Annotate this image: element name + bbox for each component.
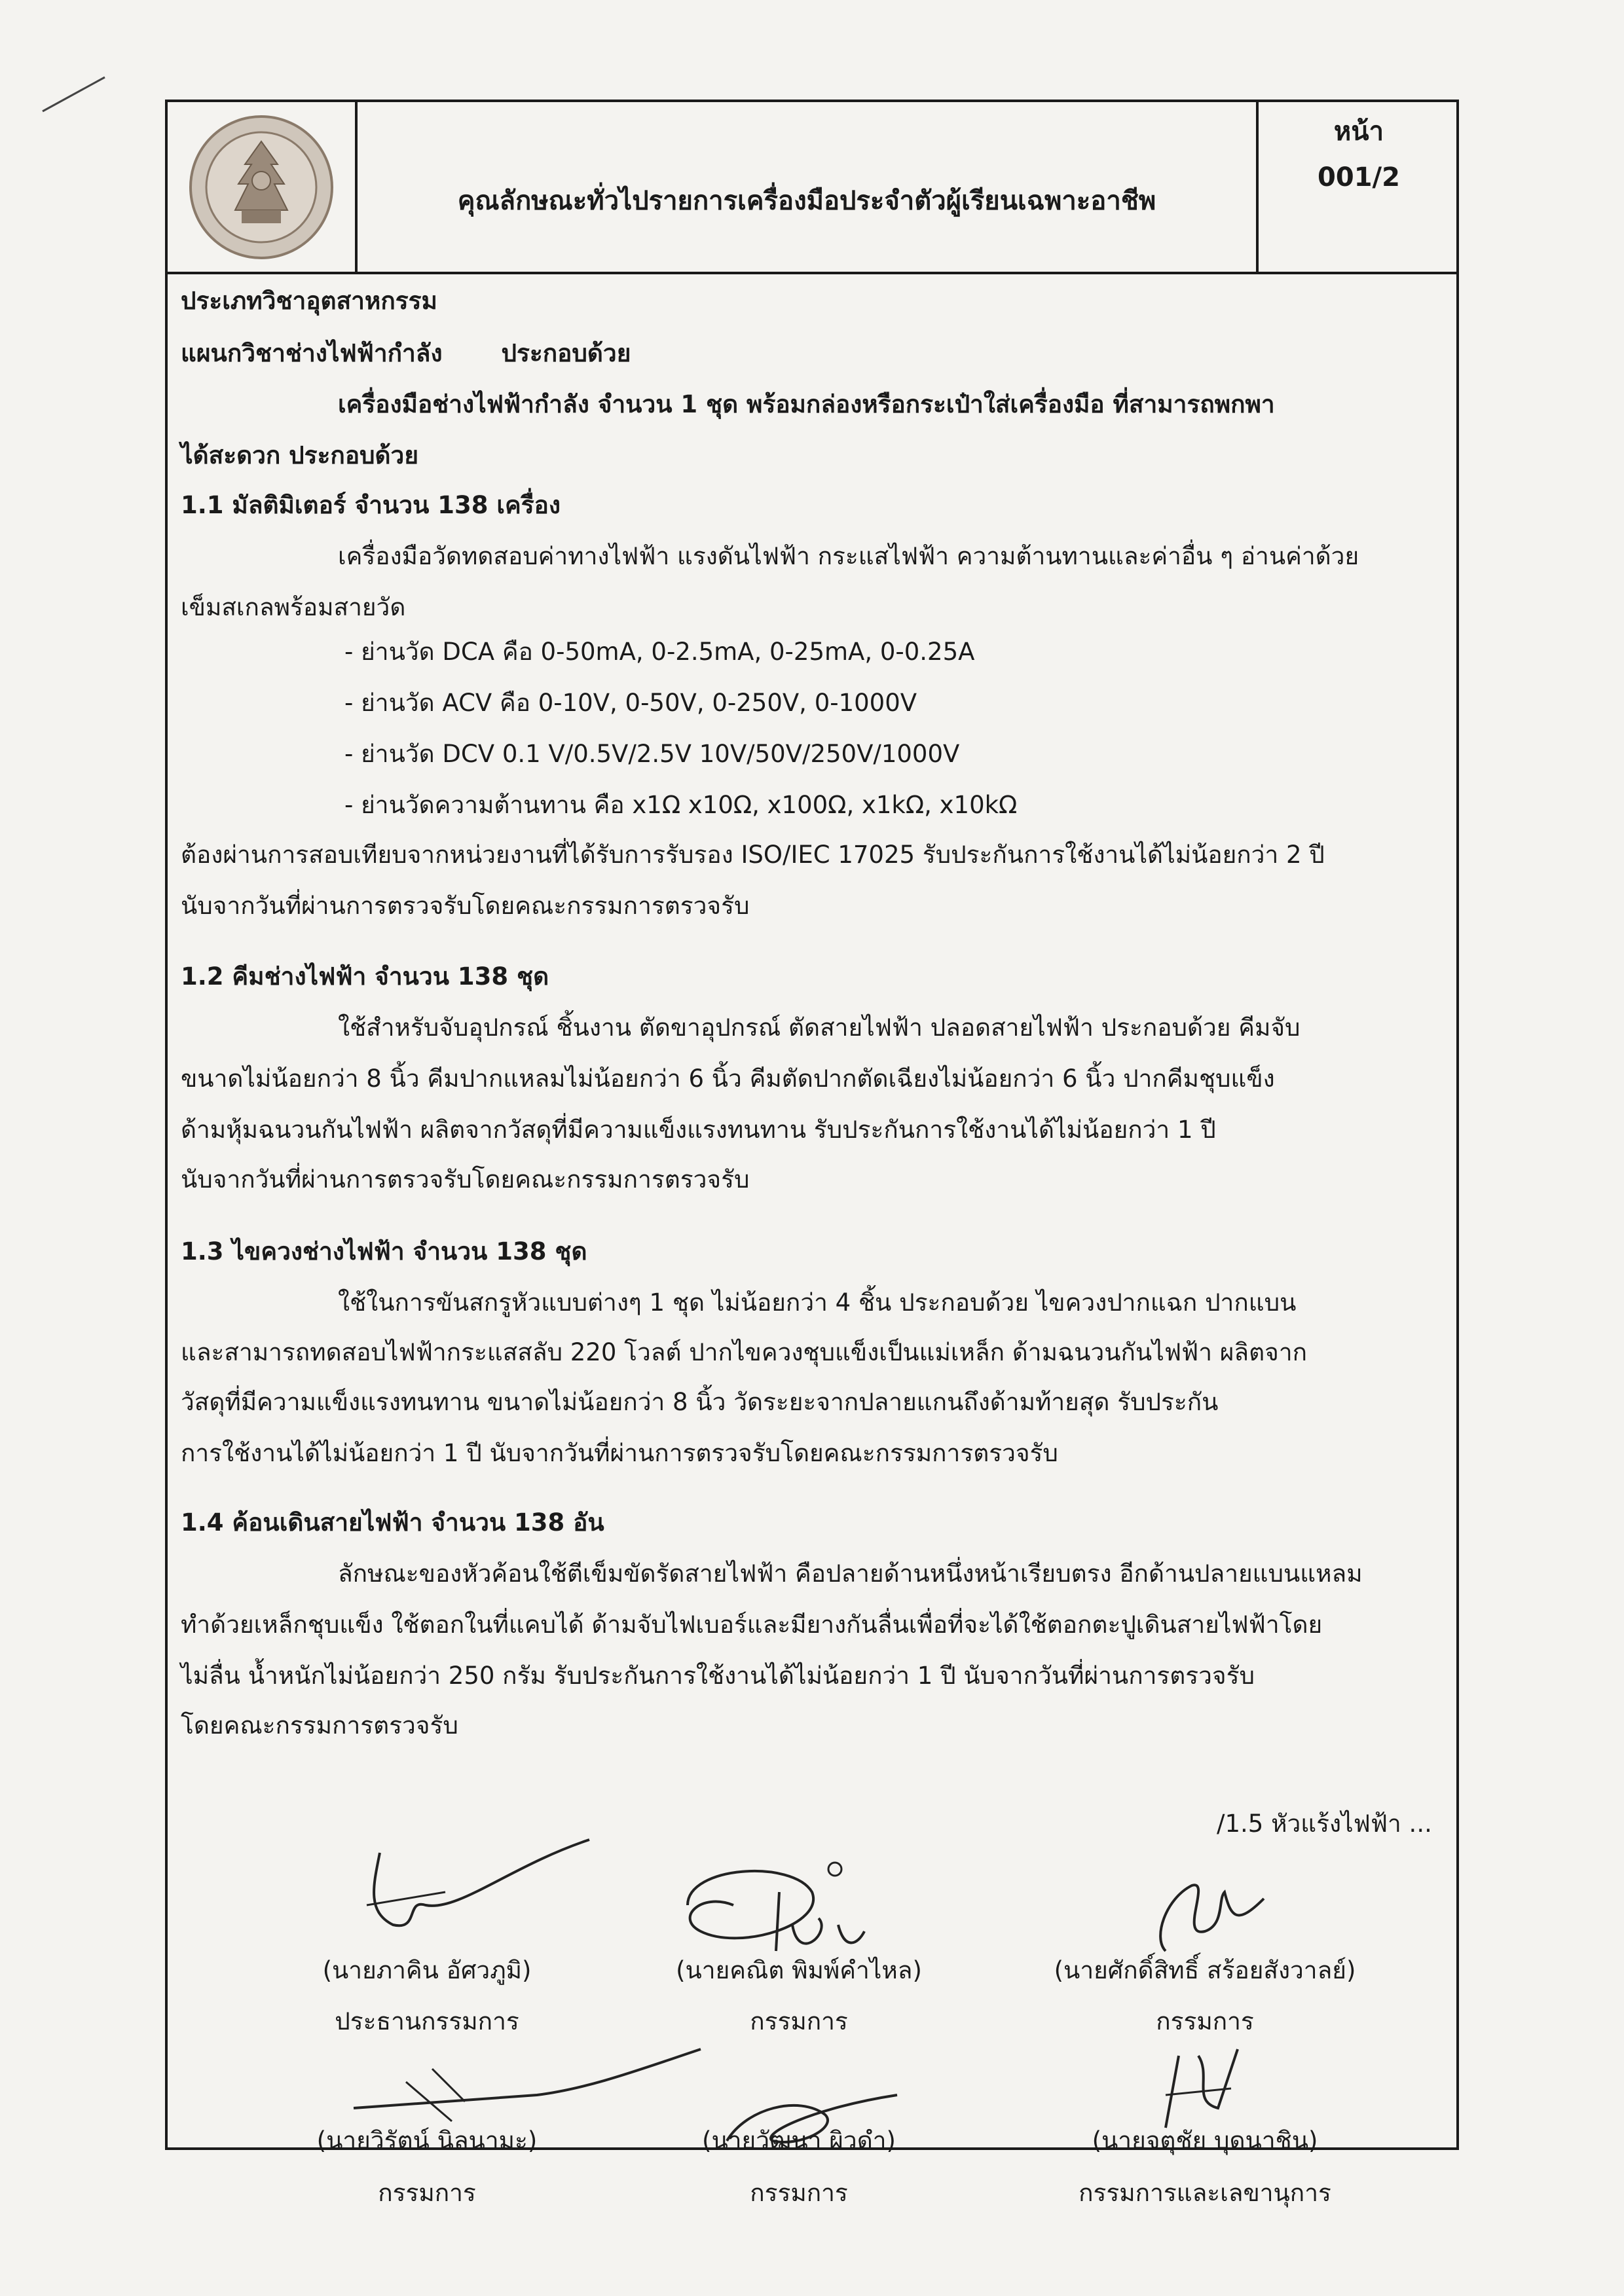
item-paragraph-line: ใช้สำหรับจับอุปกรณ์ ชิ้นงาน ตัดขาอุปกรณ์ ตัดสายไฟฟ้า ปลอดสายไฟฟ้า ประกอบด้วย คีมจับ	[338, 1013, 1301, 1042]
signatory-name: (นายจตุชัย บุดนาชิน)	[1092, 2126, 1318, 2155]
signatory-role: กรรมการและเลขานุการ	[1079, 2179, 1331, 2207]
signatory-role: ประธานกรรมการ	[335, 2007, 519, 2035]
item-paragraph-line: นับจากวันที่ผ่านการตรวจรับโดยคณะกรรมการตรวจรับ	[181, 1165, 750, 1194]
item-heading: 1.2 คีมช่างไฟฟ้า จำนวน 138 ชุด	[181, 962, 549, 991]
consists-of-text: ประกอบด้วย	[501, 339, 631, 367]
signature-drawing	[341, 1827, 602, 1958]
item-paragraph-line: การใช้งานได้ไม่น้อยกว่า 1 ปี นับจากวันที่ผ่านการตรวจรับโดยคณะกรรมการตรวจรับ	[181, 1439, 1058, 1467]
header-row	[168, 102, 1456, 274]
pen-stroke-mark	[39, 72, 111, 118]
bullet-item: - ย่านวัด DCV 0.1 V/0.5V/2.5V 10V/50V/250V/1000V	[344, 740, 960, 768]
item-paragraph-line: เครื่องมือวัดทดสอบค่าทางไฟฟ้า แรงดันไฟฟ้า กระแสไฟฟ้า ความต้านทานและค่าอื่น ๆ อ่านค่าด้วย	[338, 542, 1359, 570]
intro-line-1: เครื่องมือช่างไฟฟ้ากำลัง จำนวน 1 ชุด พร้อมกล่องหรือกระเป๋าใส่เครื่องมือ ที่สามารถพกพา	[338, 390, 1275, 418]
signature-drawing	[341, 2043, 707, 2128]
item-paragraph-line: วัสดุที่มีความแข็งแรงทนทาน ขนาดไม่น้อยกว่า 8 นิ้ว วัดระยะจากปลายแกนถึงด้ามท้ายสุด รับประกัน	[181, 1388, 1219, 1416]
item-paragraph-line: เข็มสเกลพร้อมสายวัด	[181, 593, 406, 621]
item-paragraph-line: ด้ามหุ้มฉนวนกันไฟฟ้า ผลิตจากวัสดุที่มีความแข็งแรงทนทาน รับประกันการใช้งานได้ไม่น้อยกว่า 1 ปี	[181, 1116, 1216, 1144]
bullet-item: - ย่านวัด DCA คือ 0-50mA, 0-2.5mA, 0-25mA, 0-0.25A	[344, 638, 975, 666]
item-heading: 1.4 ค้อนเดินสายไฟฟ้า จำนวน 138 อัน	[181, 1508, 604, 1537]
item-paragraph-line: ขนาดไม่น้อยกว่า 8 นิ้ว คีมปากแหลมไม่น้อยกว่า 6 นิ้ว คีมตัดปากตัดเฉียงไม่น้อยกว่า 6 นิ้ว ปากคีมชุบแข็ง	[181, 1065, 1275, 1093]
page-label: หน้า	[1333, 117, 1384, 147]
signatory-name: (นายวิรัตน์ นิลนามะ)	[316, 2126, 538, 2155]
title-cell	[358, 102, 1256, 272]
item-paragraph-line: ทำด้วยเหล็กชุบแข็ง ใช้ตอกในที่แคบได้ ด้ามจับไฟเบอร์และมียางกันลื่นเพื่อที่จะได้ใช้ตอกตะปูเดินสายไฟฟ้าโดย	[181, 1611, 1323, 1639]
signatory-name: (นายภาคิน อัศวภูมิ)	[322, 1956, 532, 1984]
item-paragraph-line: และสามารถทดสอบไฟฟ้ากระแสสลับ 220 โวลต์ ปากไขควงชุบแข็งเป็นแม่เหล็ก ด้ามฉนวนกันไฟฟ้า ผลิตจาก	[181, 1338, 1307, 1366]
signatory-role: กรรมการ	[1156, 2007, 1254, 2035]
signatory-role: กรรมการ	[750, 2179, 848, 2207]
item-paragraph-line: ไม่ลื่น น้ำหนักไม่น้อยกว่า 250 กรัม รับประกันการใช้งานได้ไม่น้อยกว่า 1 ปี นับจากวันที่ผ่านการตรวจรับ	[181, 1662, 1255, 1690]
signatory-role: กรรมการ	[378, 2179, 476, 2207]
item-paragraph-line: นับจากวันที่ผ่านการตรวจรับโดยคณะกรรมการตรวจรับ	[181, 892, 750, 920]
page-number: 001/2	[1318, 162, 1400, 192]
item-paragraph-line: ต้องผ่านการสอบเทียบจากหน่วยงานที่ได้รับการรับรอง ISO/IEC 17025 รับประกันการใช้งานได้ไม่น้อยกว่า 2 ปี	[181, 841, 1325, 869]
signatory-name: (นายคณิต พิมพ์คำไหล)	[676, 1956, 922, 1984]
emblem-cell	[168, 102, 358, 272]
bullet-item: - ย่านวัด ACV คือ 0-10V, 0-50V, 0-250V, 0-1000V	[344, 689, 917, 717]
department-text: แผนกวิชาช่างไฟฟ้ากำลัง	[181, 339, 443, 367]
signatory-name: (นายวัฒนา ผิวดำ)	[702, 2126, 896, 2155]
department-line	[181, 334, 631, 373]
item-paragraph-line: โดยคณะกรรมการตรวจรับ	[181, 1711, 458, 1740]
intro-line-2: ได้สะดวก ประกอบด้วย	[181, 441, 419, 469]
item-paragraph-line: ลักษณะของหัวค้อนใช้ตีเข็มขัดรัดสายไฟฟ้า คือปลายด้านหนึ่งหน้าเรียบตรง อีกด้านปลายแบนแหลม	[338, 1559, 1363, 1588]
continuation-note: /1.5 หัวแร้งไฟฟ้า ...	[1217, 1810, 1432, 1838]
page-cell	[1256, 102, 1459, 272]
signatory-role: กรรมการ	[750, 2007, 848, 2035]
item-paragraph-line: ใช้ในการขันสกรูหัวแบบต่างๆ 1 ชุด ไม่น้อยกว่า 4 ชิ้น ประกอบด้วย ไขควงปากแฉก ปากแบน	[338, 1288, 1297, 1317]
category-line: ประเภทวิชาอุตสาหกรรม	[181, 287, 437, 315]
item-heading: 1.3 ไขควงช่างไฟฟ้า จำนวน 138 ชุด	[181, 1237, 587, 1266]
signature-drawing	[1153, 2036, 1257, 2134]
vocational-emblem-icon	[186, 112, 337, 263]
signatory-name: (นายศักดิ์สิทธิ์ สร้อยสังวาลย์)	[1054, 1956, 1356, 1984]
item-heading: 1.1 มัลติมิเตอร์ จำนวน 138 เครื่อง	[181, 491, 561, 519]
document-title: คุณลักษณะทั่วไปรายการเครื่องมือประจำตัวผู้เรียนเฉพาะอาชีพ	[457, 185, 1156, 216]
signature-drawing	[1139, 1859, 1283, 1964]
bullet-item: - ย่านวัดความต้านทาน คือ x1Ω x10Ω, x100Ω, x1kΩ, x10kΩ	[344, 791, 1018, 819]
